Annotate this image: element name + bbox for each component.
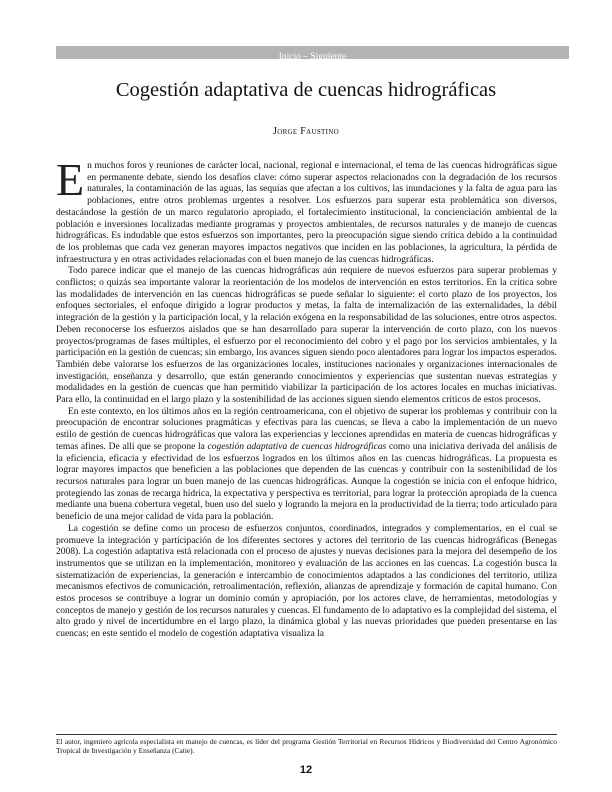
paragraph-3-text-b: como una iniciativa derivada del análisis de la eficiencia, eficacia y efectividad de los esfuerzos logrados en los últimos años en las cuencas hidrográficas. La propuesta es lograr mayores impactos que beneficien a las poblaciones que dependen de las cuencas y contribuir con la sostenibilidad de los recursos naturales para lograr un buen manejo de las cuencas hidrográficas. Aunque la cogestión se inicia con el enfoque hídrico, protegiendo las zonas de recarga hídrica, la expectativa y perspectiva es territorial, para lograr la protección apropiada de la cuenca mediante una buena cobertura vegetal, buen uso del suelo y logrando la mejora en la productividad de la tierra; todo articulado para beneficio de una mejor calidad de vida para la población. (56, 441, 558, 523)
paragraph-3-emphasis: cogestión adaptativa de cuencas hidrográficas (207, 441, 387, 452)
article-title: Cogestión adaptativa de cuencas hidrográficas (115, 79, 497, 101)
inicio-link[interactable]: Inicio (278, 52, 301, 62)
article-body (56, 154, 558, 641)
paragraph-2: Todo parece indicar que el manejo de las cuencas hidrográficas aún requiere de nuevos esfuerzos para superar problemas y conflictos; o quizás sea importante valorar la reorientación de los modelos de intervención en estos territorios. En la crítica sobre las modalidades de intervención en las cuencas hidrográficas se puede señalar lo siguiente: el corto plazo de los proyectos, los enfoques sectoriales, el enfoque dirigido a lograr productos y metas, la falta de internalización de las externalidades, la débil integración de la gestión y la participación local, y la relación exógena en la responsabilidad de las soluciones, entre otros aspectos. Deben reconocerse los esfuerzos aislados que se han desarrollado para superar la intervención de corto plazo, con los nuevos proyectos/programas de fases múltiples, el esfuerzo por el reconocimiento del cobro y el pago por los servicios ambientales, y la participación en la gestión de cuencas; sin embargo, los avances siguen siendo poco alentadores para lograr los impactos esperados. También debe valorarse los esfuerzos de las organizaciones locales, instituciones nacionales y organizaciones internacionales de investigación, enseñanza y desarrollo, que están generando conocimientos y experiencias que sustentan nuevas estrategias y modalidades en la gestión de cuencas que han permitido viabilizar la participación de los actores locales en muchas iniciativas. Para ello, la continuidad en el largo plazo y la sostenibilidad de las acciones siguen siendo elementos críticos de estos procesos. (56, 266, 557, 406)
navigation-bar (56, 46, 569, 62)
nav-separator: – (300, 52, 311, 62)
footnote-divider (56, 734, 557, 735)
drop-cap: E (56, 154, 85, 205)
article-author: Jorge Faustino (273, 126, 339, 137)
paragraph-3-text-a: En este contexto, en los últimos años en la región centroamericana, con el objetivo de superar los problemas y contribuir con la preocupación de encontrar soluciones pragmáticas y efectivas para las cuencas, se lleva a cabo la implementación de un nuevo estilo de gestión de cuencas hidrográficas que valora las experiencias y lecciones aprendidas en materia de cuencas hidrográficas y temas afines. De allí que se propone la (56, 406, 557, 452)
paragraph-3 (56, 407, 557, 524)
paragraph-1 (56, 154, 557, 266)
paragraph-1-text: n muchos foros y reuniones de carácter local, nacional, regional e internacional, el tema de las cuencas hidrográficas sigue en permanente debate, siendo los desafíos clave: cómo superar aspectos relacionados con la degradación de los recursos naturales, la contaminación de las aguas, las sequías que afectan a los cultivos, las inundaciones y la falta de agua para las poblaciones, entre otros problemas urgentes a resolver. Los esfuerzos para superar esta problemática son diversos, destacándose la gestión de un marco regulatorio apropiado, el fortalecimiento institucional, la concienciación ambiental de la población e inversiones localizadas mediante programas y proyectos ambientales, de recursos naturales y de manejo de cuencas hidrográficas. Es indudable que estos esfuerzos son importantes, pero la preocupación sigue siendo crítica debido a la continuidad de los problemas que cada vez generan mayores impactos negativos que inciden en las poblaciones, la agricultura, la pérdida de infraestructura y en otras actividades relacionadas con el buen manejo de las cuencas hidrográficas. (56, 161, 557, 265)
siguiente-link[interactable]: Siguiente (310, 52, 347, 62)
paragraph-4: La cogestión se define como un proceso de esfuerzos conjuntos, coordinados, integrados y complementarios, en el cual se promueve la integración y participación de los diferentes sectores y actores del territorio de las cuencas hidrográficas (Benegas 2008). La cogestión adaptativa está relacionada con el proceso de ajustes y nuevas decisiones para la mejora del desempeño de los instrumentos que se utilizan en la implementación, monitoreo y evaluación de las acciones en las cuencas. La cogestión busca la sistematización de experiencias, la generación e intercambio de conocimientos adaptados a las condiciones del territorio, utiliza mecanismos efectivos de comunicación, retroalimentación, reflexión, alianzas de aprendizaje y formación de capital humano. Con estos procesos se contribuye a lograr un dominio común y apropiación, por los actores clave, de herramientas, metodologías y conceptos de manejo y gestión de los recursos naturales y cuencas. El fundamento de lo adaptativo es la complejidad del sistema, el alto grado y nivel de incertidumbre en el largo plazo, la dinámica global y las nuevas prioridades que pueden presentarse en las cuencas; en este sentido el modelo de cogestión adaptativa visualiza la (56, 523, 557, 640)
page-number: 12 (299, 764, 313, 776)
author-footnote: El autor, ingeniero agrícola especialista en manejo de cuencas, es líder del programa Gestión Territorial en Recursos Hídricos y Biodiversidad del Centro Agronómico Tropical de Investigación y Enseñanza (Catie). (56, 737, 557, 755)
